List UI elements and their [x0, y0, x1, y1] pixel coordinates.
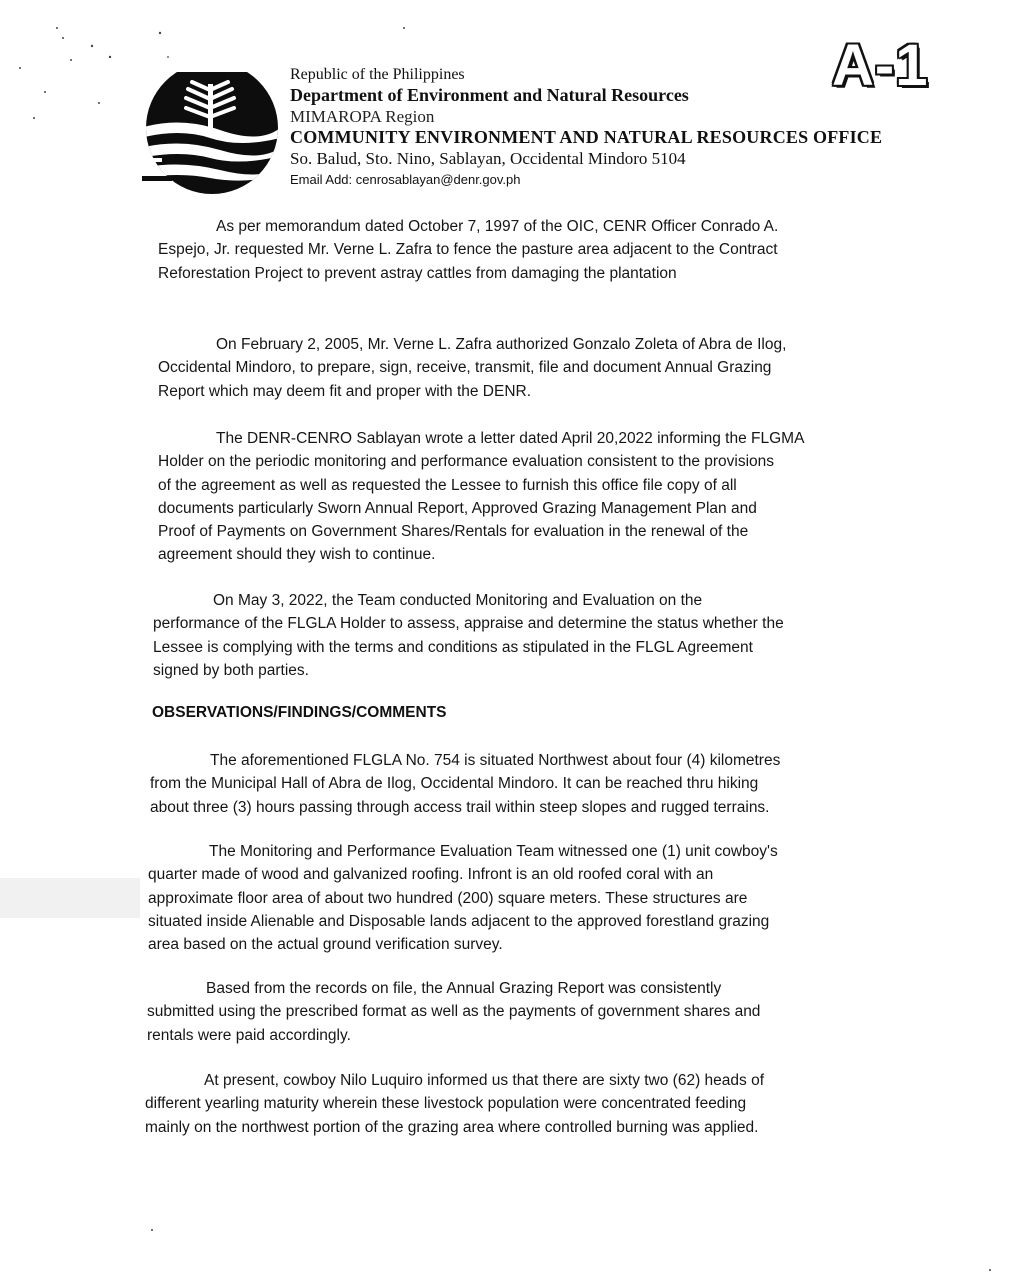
text-line: The Monitoring and Performance Evaluation Team witnessed one (1) unit cowboy's — [209, 843, 778, 860]
text-line: about three (3) hours passing through access trail within steep slopes and rugged terrains. — [150, 798, 770, 816]
paragraph-authorization — [158, 333, 786, 403]
text-line: performance of the FLGLA Holder to assess, appraise and determine the status whether the — [153, 615, 784, 633]
text-line: The aforementioned FLGLA No. 754 is situated Northwest about four (4) kilometres — [210, 752, 781, 769]
finding-livestock — [145, 1069, 764, 1139]
finding-structures — [148, 840, 778, 956]
text-line: approximate floor area of about two hundred (200) square meters. These structures are — [148, 889, 748, 907]
text-line: situated inside Alienable and Disposable lands adjacent to the approved forestland grazing — [148, 912, 770, 930]
paragraph-letter — [158, 427, 804, 567]
text-line: agreement should they wish to continue. — [158, 546, 436, 564]
paragraph-monitoring — [153, 589, 784, 682]
text-line: different yearling maturity wherein these livestock population were concentrated feeding — [145, 1095, 747, 1113]
finding-location — [150, 749, 780, 819]
text-line: Occidental Mindoro, to prepare, sign, receive, transmit, file and document Annual Grazing — [158, 359, 772, 377]
text-line: On May 3, 2022, the Team conducted Monitoring and Evaluation on the — [213, 592, 703, 609]
text-line: At present, cowboy Nilo Luquiro informed us that there are sixty two (62) heads of — [204, 1072, 765, 1089]
paragraph-memorandum — [158, 215, 778, 285]
text-line: documents particularly Sworn Annual Report, Approved Grazing Management Plan and — [158, 499, 757, 517]
region-line: MIMAROPA Region — [290, 107, 435, 126]
text-line: Espejo, Jr. requested Mr. Verne L. Zafra to fence the pasture area adjacent to the Contract — [158, 241, 778, 259]
text-line: area based on the actual ground verification survey. — [148, 936, 503, 954]
text-line: submitted using the prescribed format as well as the payments of government shares and — [147, 1003, 761, 1021]
department-line: Department of Environment and Natural Resources — [290, 85, 689, 105]
text-line: On February 2, 2005, Mr. Verne L. Zafra authorized Gonzalo Zoleta of Abra de Ilog, — [216, 336, 787, 353]
section-heading: OBSERVATIONS/FINDINGS/COMMENTS — [152, 704, 447, 721]
text-line: of the agreement as well as requested the Lessee to furnish this office file copy of all — [158, 476, 737, 494]
text-line: quarter made of wood and galvanized roofing. Infront is an old roofed coral with an — [148, 866, 714, 884]
office-line: COMMUNITY ENVIRONMENT AND NATURAL RESOURCES OFFICE — [290, 127, 883, 147]
text-line: Based from the records on file, the Annual Grazing Report was consistently — [206, 980, 722, 997]
text-line: from the Municipal Hall of Abra de Ilog, Occidental Mindoro. It can be reached thru hiking — [150, 775, 759, 793]
text-line: The DENR-CENRO Sablayan wrote a letter dated April 20,2022 informing the FLGMA — [216, 430, 805, 447]
text-line: Lessee is complying with the terms and conditions as stipulated in the FLGL Agreement — [153, 638, 753, 656]
page-stamp: A-1 — [832, 33, 929, 98]
text-line: As per memorandum dated October 7, 1997 of the OIC, CENR Officer Conrado A. — [216, 218, 779, 235]
text-line: Proof of Payments on Government Shares/Rentals for evaluation in the renewal of the — [158, 523, 749, 541]
text-line: mainly on the northwest portion of the grazing area where controlled burning was applied. — [145, 1118, 759, 1136]
text-line: Holder on the periodic monitoring and performance evaluation consistent to the provisions — [158, 453, 775, 471]
finding-records — [147, 977, 760, 1047]
text-line: Reforestation Project to prevent astray cattles from damaging the plantation — [158, 264, 677, 282]
email-line: Email Add: cenrosablayan@denr.gov.ph — [290, 172, 521, 187]
republic-line: Republic of the Philippines — [290, 66, 465, 83]
address-line: So. Balud, Sto. Nino, Sablayan, Occidental Mindoro 5104 — [290, 149, 686, 168]
text-line: signed by both parties. — [153, 661, 309, 679]
text-line: rentals were paid accordingly. — [147, 1026, 351, 1044]
denr-logo — [140, 72, 280, 194]
text-line: Report which may deem fit and proper with the DENR. — [158, 382, 532, 400]
